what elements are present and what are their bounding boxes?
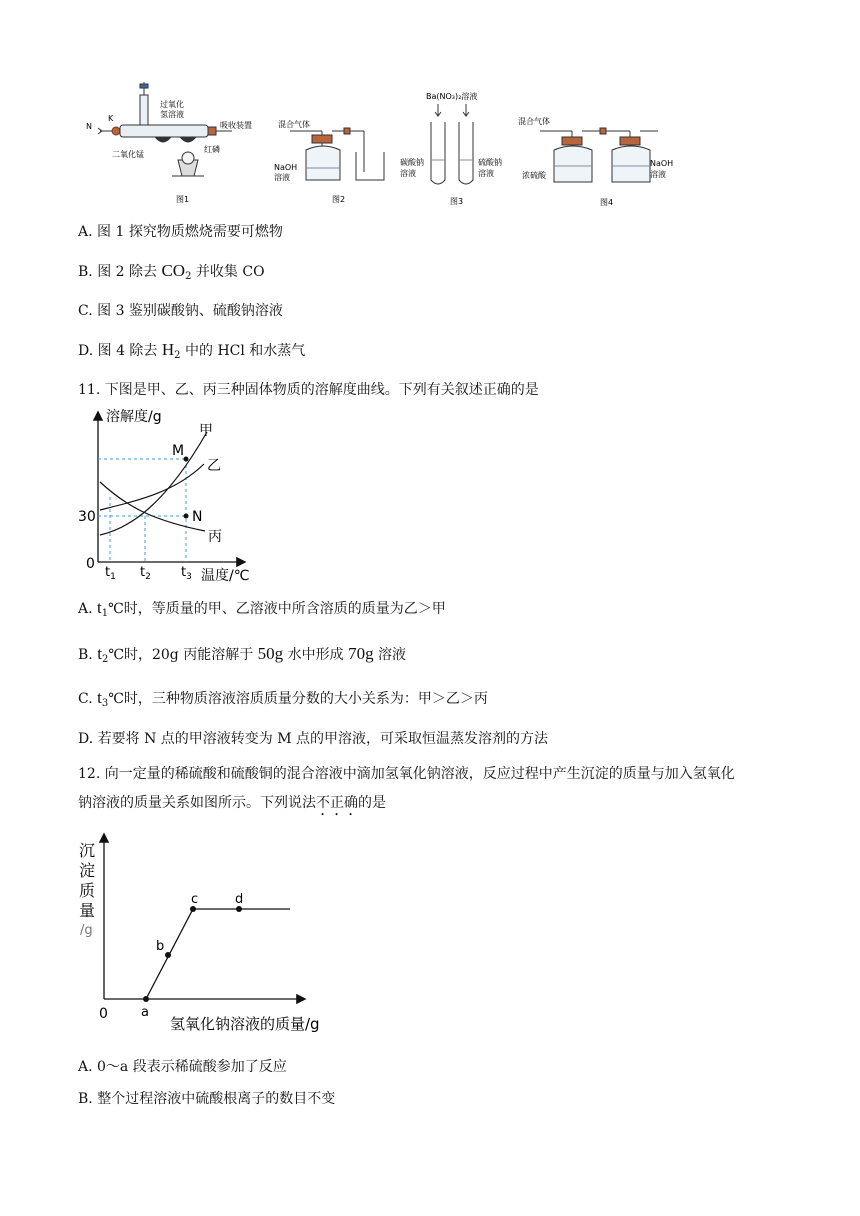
q12-ylabel-2: 淀 [79, 861, 96, 880]
label-jia: 甲 [199, 423, 213, 439]
q12-xlabel: 氢氧化钠溶液的质量/g [170, 1015, 320, 1033]
point-b [165, 952, 171, 958]
fig2-gas-label: 混合气体 [278, 120, 310, 129]
figure-4 [540, 128, 658, 182]
fig1-absorb-label: 吸收装置 [220, 121, 252, 130]
fig3-reagent-label: Ba(NO₃)₂溶液 [426, 92, 478, 101]
fig1-caption: 图1 [176, 195, 190, 204]
fig1-mno2-label: 二氧化锰 [112, 150, 144, 159]
q10-d-formula-sub: 2 [174, 350, 181, 361]
label-point-b: b [156, 939, 165, 954]
q12-option-a: A. 0～a 段表示稀硫酸参加了反应 [78, 1059, 287, 1075]
q10-option-a: A. 图 1 探究物质燃烧需要可燃物 [78, 224, 283, 240]
q12-ylabel-5: /g [80, 923, 93, 938]
figure-1 [98, 82, 232, 176]
fig3-caption: 图3 [450, 197, 464, 206]
fig2-caption: 图2 [332, 195, 346, 204]
point-a [143, 996, 149, 1002]
fig1-k-label: K [108, 114, 114, 123]
curve-jia [100, 432, 207, 535]
x-tick-t1: $t_1$ [105, 565, 116, 582]
fig1-n2-label: N [86, 122, 92, 131]
q12-stem-line-2 [78, 793, 386, 819]
fig2-naoh-label-2: 溶液 [274, 173, 290, 182]
q11-option-d: D. 若要将 N 点的甲溶液转变为 M 点的甲溶液，可采取恒温蒸发溶剂的方法 [78, 731, 549, 747]
q10-b-post: 并收集 CO [195, 264, 265, 280]
q11-a-t: t [97, 598, 102, 617]
q11-a-pre: A. [78, 601, 93, 617]
figure-3 [431, 104, 473, 184]
q12-ylabel-3: 质 [79, 881, 96, 900]
q11-b-50g: 50g [257, 644, 284, 663]
q10-b-pre: B. 图 2 除去 [78, 264, 157, 280]
label-m: M [172, 443, 185, 459]
q11-a-post: ℃时，等质量的甲、乙溶液中所含溶质的质量为乙＞甲 [108, 601, 446, 617]
q12-option-b: B. 整个过程溶液中硫酸根离子的数目不变 [78, 1091, 336, 1107]
q11-b-mid: ℃时，20g 丙能溶解于 [108, 647, 254, 663]
figure-2 [290, 128, 384, 180]
q11-b-t-sub: 2 [101, 654, 109, 665]
q11-c-t-sub: 3 [101, 698, 109, 709]
label-yi: 乙 [207, 458, 221, 474]
q12-ylabel-4: 量 [79, 901, 96, 920]
curve-yi [100, 464, 204, 510]
fig4-gas-label: 混合气体 [518, 117, 550, 126]
q10-d-post: 中的 HCl 和水蒸气 [185, 343, 306, 359]
q12-stem-post: 的是 [358, 795, 386, 811]
fig3-left-label-1: 碳酸钠 [400, 158, 424, 167]
q10-option-c: C. 图 3 鉴别碳酸钠、硫酸钠溶液 [78, 303, 283, 319]
fig3-right-label-2: 溶液 [478, 169, 494, 178]
label-n: N [192, 509, 203, 525]
precipitate-chart [0, 825, 860, 1045]
label-point-c: c [191, 892, 199, 907]
q10-b-formula: CO [161, 261, 186, 280]
fig3-left-label-2: 溶液 [400, 169, 416, 178]
q10-d-formula: H [161, 340, 175, 359]
y-axis-label: 溶解度/g [106, 409, 162, 425]
fig1-reagent-label-1: 过氧化 [160, 100, 184, 109]
q12-stem-line-1: 12. 向一定量的稀硫酸和硫酸铜的混合溶液中滴加氢氧化钠溶液，反应过程中产生沉淀的质量与加入氢氧化 [78, 766, 735, 782]
q11-c-pre: C. [78, 691, 93, 707]
q11-b-t: t [97, 644, 102, 663]
q11-option-c [78, 688, 488, 714]
solubility-chart [0, 400, 860, 600]
q11-b-pre: B. [78, 647, 93, 663]
q10-d-pre: D. 图 4 除去 [78, 343, 158, 359]
fig2-naoh-label-1: NaOH [274, 163, 298, 172]
q11-c-post: ℃时，三种物质溶液溶质质量分数的大小关系为：甲＞乙＞丙 [108, 691, 488, 707]
q12-origin: 0 [99, 1006, 108, 1022]
q12-ylabel-1: 沉 [79, 841, 96, 860]
fig1-redp-label: 红磷 [204, 145, 220, 154]
fig1-reagent-label-2: 氢溶液 [160, 110, 184, 119]
q11-stem: 11. 下图是甲、乙、丙三种固体物质的溶解度曲线。下列有关叙述正确的是 [78, 382, 539, 398]
origin-label: 0 [86, 556, 95, 572]
q10-option-d [78, 340, 305, 366]
q10-option-b [78, 261, 265, 287]
q11-b-post: 溶液 [378, 647, 407, 663]
q10-apparatus-figures [0, 0, 860, 215]
x-axis-label: 温度/℃ [201, 568, 250, 584]
fig3-right-label-1: 硫酸钠 [478, 158, 502, 167]
label-point-a: a [141, 1005, 149, 1020]
fig4-acid-label: 浓硫酸 [522, 171, 546, 180]
label-bing: 丙 [208, 529, 222, 545]
q11-option-b [78, 644, 406, 670]
q11-b-mid2: 水中形成 [287, 647, 344, 663]
label-point-d: d [235, 892, 244, 907]
q11-c-t: t [97, 688, 102, 707]
y-tick-30: 30 [78, 509, 96, 525]
q11-option-a [78, 598, 446, 624]
fig4-caption: 图4 [600, 198, 614, 207]
q12-stem-pre: 钠溶液的质量关系如图所示。下列说法 [78, 795, 316, 811]
fig4-naoh-label-2: 溶液 [650, 170, 666, 179]
q11-b-70g: 70g [348, 644, 374, 663]
x-tick-t2: $t_2$ [140, 565, 151, 582]
x-tick-t3: $t_3$ [181, 565, 192, 582]
fig4-naoh-label-1: NaOH [650, 159, 674, 168]
q12-stem-emphasis: 不正确 [316, 795, 358, 811]
q10-b-formula-sub: 2 [185, 271, 192, 282]
point-m [184, 457, 189, 462]
point-n [184, 514, 189, 519]
q11-a-t-sub: 1 [101, 608, 109, 619]
